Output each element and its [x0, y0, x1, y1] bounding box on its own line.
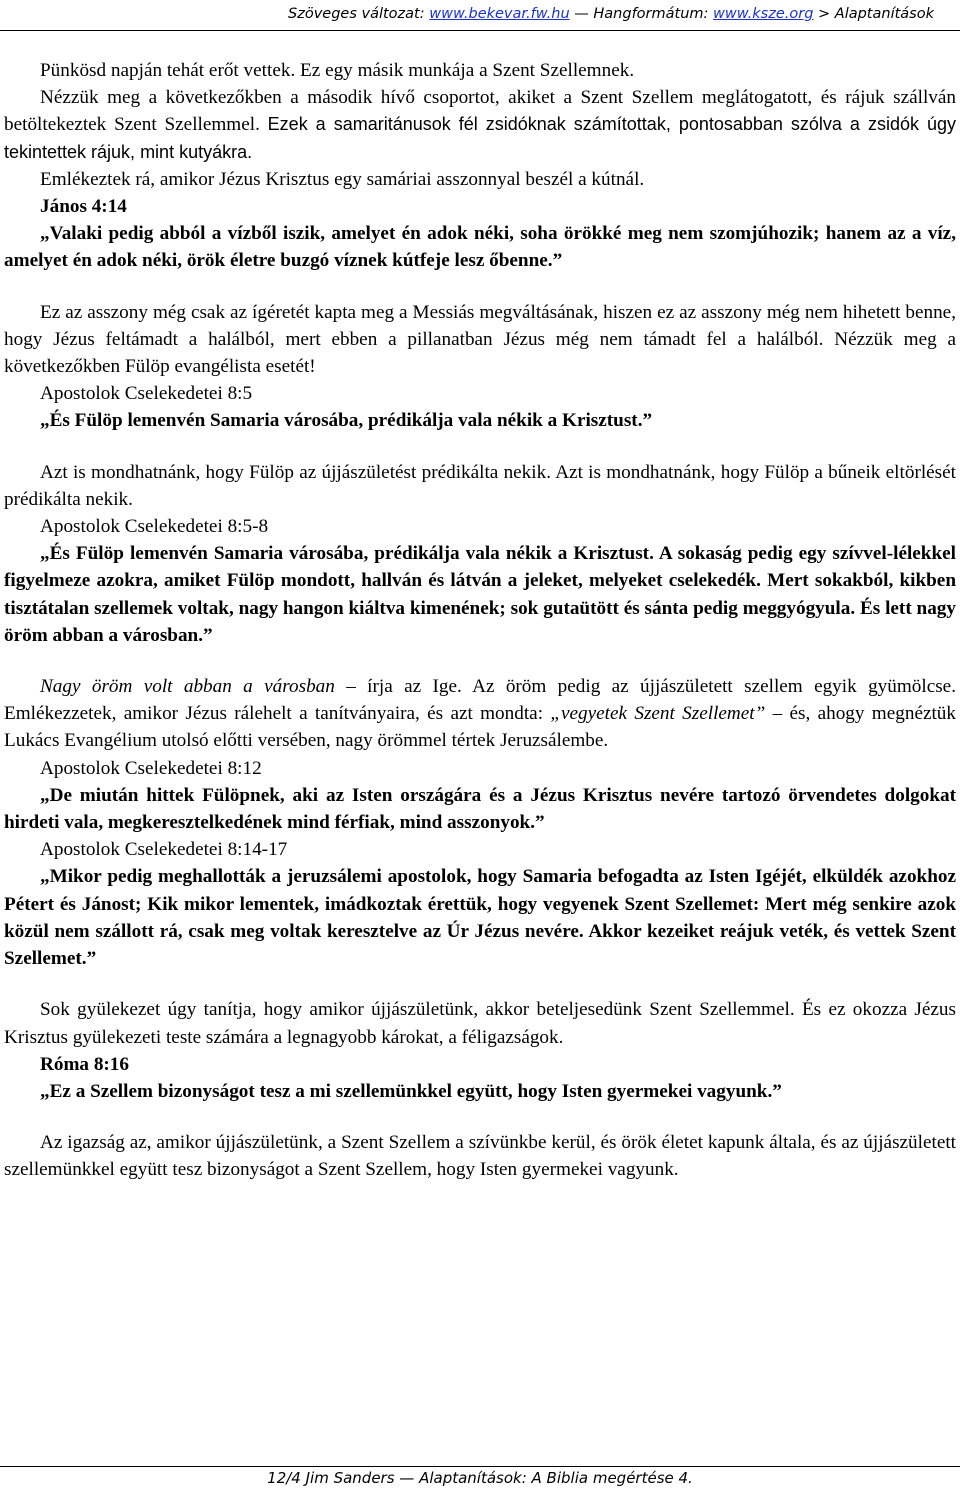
- verse-reference: Róma 8:16: [40, 1053, 129, 1075]
- paragraph-text: Nézzük meg a következőkben a második hívő csoportot, akiket a Szent Szellem meglátogatott, és rájuk szállván betöltekeztek Szent Szellemmel.: [4, 87, 956, 136]
- verse-reference: Apostolok Cselekedetei 8:14-17: [40, 839, 288, 861]
- header-section: > Alaptanítások: [813, 6, 934, 22]
- document-body: [4, 57, 956, 1184]
- verse-quote: „És Fülöp lemenvén Samaria városába, prédikálja vala nékik a Krisztust. A sokaság pedig egy szívvel-lélekkel figyelmeze azokra, amiket Fülöp mondott, hallván és látván a jeleket, melyeket cselekedék. Mert sokakból, kikben tisztátalan szellemek voltak, nagy hangon kiáltva kimenének; sok gutaütött és sánta pedig meggyógyula. És lett nagy öröm abban a városban.”: [4, 543, 956, 646]
- page-header: [0, 0, 960, 30]
- paragraph-text-sans: Ezek a samaritánusok fél zsidóknak számítottak, pontosabban szólva a zsidók úgy tekintettek rájuk, mint kutyákra.: [4, 114, 956, 162]
- verse-reference: János 4:14: [40, 196, 127, 218]
- verse-quote: „Valaki pedig abból a vízből iszik, amelyet én adok néki, soha örökké meg nem szomjúhozik; hanem az a víz, amelyet én adok néki, örök életre buzgó víznek kútfeje lesz őbenne.”: [4, 223, 956, 272]
- paragraph-text: – és, ahogy megnéztük Lukács Evangélium utolsó előtti versében, nagy örömmel tértek Jeruzsálembe.: [4, 703, 956, 752]
- verse-reference: Apostolok Cselekedetei 8:12: [40, 757, 262, 779]
- paragraph-text: – írja az Ige. Az öröm pedig az újjászületett szellem egyik gyümölcse. Emlékezzetek, amikor Jézus rálehelt a tanítványaira, és azt mondta:: [4, 676, 956, 725]
- paragraph: Azt is mondhatnánk, hogy Fülöp az újjászületést prédikálta nekik. Azt is mondhatnánk, hogy Fülöp a bűneik eltörlését prédikálta nekik.: [4, 461, 956, 510]
- header-label: Szöveges változat:: [288, 6, 430, 22]
- footer-divider: [0, 1466, 960, 1467]
- paragraph: Emlékeztek rá, amikor Jézus Krisztus egy samáriai asszonnyal beszél a kútnál.: [40, 168, 645, 190]
- paragraph: Ez az asszony még csak az ígéretét kapta meg a Messiás megváltásának, hiszen ez az asszony még nem hihetett benne, hogy Jézus feltámadt a halálból, mert ebben a pillanatban Jézus még nem támadt fel a halálból. Nézzük meg a következőkben Fülöp evangélista esetét!: [4, 301, 956, 378]
- verse-quote: „Ez a Szellem bizonyságot tesz a mi szellemünkkel együtt, hogy Isten gyermekei vagyunk.”: [40, 1080, 782, 1102]
- header-divider: [0, 30, 960, 31]
- header-separator: — Hangformátum:: [569, 6, 714, 22]
- paragraph: [4, 84, 956, 166]
- page-footer: 12/4 Jim Sanders — Alaptanítások: A Biblia megértése 4.: [267, 1469, 693, 1487]
- verse-quote: „Mikor pedig meghallották a jeruzsálemi apostolok, hogy Samaria befogadta az Isten Igéjét, elküldék azokhoz Pétert és Jánost; Kik mikor lementek, imádkoztak érettük, hogy vegyenek Szent Szellemet: Mert még senkire azok közül nem szállott rá, csak meg voltak keresztelve az Úr Jézus nevére. Akkor kezeiket reájuk veték, és vettek Szent Szellemet.”: [4, 866, 956, 970]
- paragraph: Pünkösd napján tehát erőt vettek. Ez egy másik munkája a Szent Szellemnek.: [40, 60, 635, 81]
- verse-quote: „És Fülöp lemenvén Samaria városába, prédikálja vala nékik a Krisztust.”: [40, 410, 653, 432]
- paragraph: Sok gyülekezet úgy tanítja, hogy amikor újjászületünk, akkor beteljesedünk Szent Szellemmel. És ez okozza Jézus Krisztus gyülekezeti teste számára a legnagyobb károkat, a féligazságok.: [4, 999, 956, 1048]
- bekevar-link[interactable]: www.bekevar.fw.hu: [429, 6, 570, 22]
- ksze-link[interactable]: www.ksze.org: [713, 6, 814, 22]
- italic-phrase: Nagy öröm volt abban a városban: [40, 676, 335, 698]
- paragraph: Az igazság az, amikor újjászületünk, a Szent Szellem a szívünkbe kerül, és örök életet kapunk általa, és az újjászületett szellemünkkel együtt tesz bizonyságot a Szent Szellem, hogy Isten gyermekei vagyunk.: [4, 1132, 956, 1181]
- verse-quote: „De miután hittek Fülöpnek, aki az Isten országára és a Jézus Krisztus nevére tartozó örvendetes dolgokat hirdeti vala, megkeresztelkedének mind férfiak, mind asszonyok.”: [4, 784, 956, 834]
- italic-quote: „vegyetek Szent Szellemet”: [550, 703, 766, 725]
- verse-reference: Apostolok Cselekedetei 8:5-8: [40, 516, 269, 538]
- paragraph: [4, 673, 956, 755]
- verse-reference: Apostolok Cselekedetei 8:5: [40, 383, 253, 405]
